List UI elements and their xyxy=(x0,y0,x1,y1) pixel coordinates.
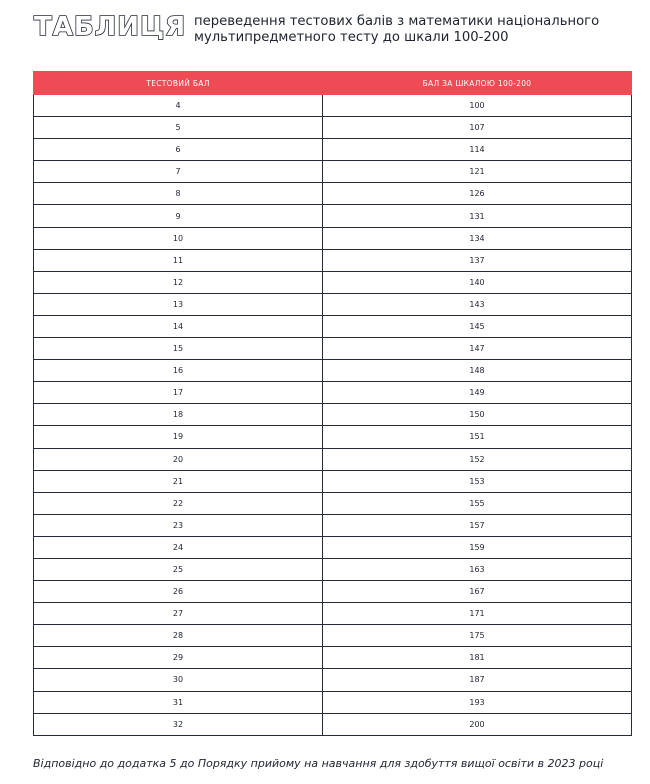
table-row xyxy=(34,117,632,139)
score-conversion-table-container xyxy=(33,71,631,736)
cell-test-score: 18 xyxy=(34,404,323,426)
cell-scaled-score: 131 xyxy=(323,205,632,227)
cell-scaled-score: 155 xyxy=(323,492,632,514)
table-row xyxy=(34,404,632,426)
cell-scaled-score: 134 xyxy=(323,227,632,249)
page-header xyxy=(34,10,634,50)
table-row xyxy=(34,492,632,514)
table-header-row xyxy=(34,72,632,95)
table-row xyxy=(34,315,632,337)
subtitle-line-2: мультипредметного тесту до шкали 100-200 xyxy=(194,30,509,45)
cell-scaled-score: 121 xyxy=(323,161,632,183)
table-row xyxy=(34,271,632,293)
table-body xyxy=(34,95,632,736)
table-row xyxy=(34,338,632,360)
score-conversion-table xyxy=(33,71,632,736)
table-row xyxy=(34,360,632,382)
table-row xyxy=(34,382,632,404)
table-row xyxy=(34,227,632,249)
cell-scaled-score: 150 xyxy=(323,404,632,426)
cell-scaled-score: 149 xyxy=(323,382,632,404)
cell-test-score: 16 xyxy=(34,360,323,382)
cell-scaled-score: 143 xyxy=(323,293,632,315)
cell-test-score: 21 xyxy=(34,470,323,492)
cell-test-score: 9 xyxy=(34,205,323,227)
cell-test-score: 15 xyxy=(34,338,323,360)
table-row xyxy=(34,647,632,669)
table-row xyxy=(34,448,632,470)
page-subtitle xyxy=(194,14,634,46)
cell-test-score: 22 xyxy=(34,492,323,514)
cell-test-score: 6 xyxy=(34,139,323,161)
table-row xyxy=(34,669,632,691)
table-row xyxy=(34,161,632,183)
cell-scaled-score: 100 xyxy=(323,95,632,117)
cell-scaled-score: 153 xyxy=(323,470,632,492)
cell-scaled-score: 147 xyxy=(323,338,632,360)
cell-test-score: 7 xyxy=(34,161,323,183)
cell-scaled-score: 159 xyxy=(323,536,632,558)
cell-scaled-score: 140 xyxy=(323,271,632,293)
table-row xyxy=(34,558,632,580)
table-row xyxy=(34,713,632,735)
cell-test-score: 25 xyxy=(34,558,323,580)
table-row xyxy=(34,691,632,713)
subtitle-line-1: переведення тестових балів з математики національного xyxy=(194,14,600,29)
cell-test-score: 20 xyxy=(34,448,323,470)
table-row xyxy=(34,514,632,536)
cell-scaled-score: 167 xyxy=(323,581,632,603)
cell-test-score: 8 xyxy=(34,183,323,205)
cell-test-score: 28 xyxy=(34,625,323,647)
cell-scaled-score: 157 xyxy=(323,514,632,536)
table-row xyxy=(34,249,632,271)
cell-test-score: 4 xyxy=(34,95,323,117)
cell-test-score: 30 xyxy=(34,669,323,691)
cell-scaled-score: 181 xyxy=(323,647,632,669)
table-row xyxy=(34,625,632,647)
cell-scaled-score: 163 xyxy=(323,558,632,580)
table-row xyxy=(34,205,632,227)
cell-test-score: 12 xyxy=(34,271,323,293)
column-header-test-score: ТЕСТОВИЙ БАЛ xyxy=(34,72,323,95)
cell-scaled-score: 137 xyxy=(323,249,632,271)
table-row xyxy=(34,536,632,558)
cell-test-score: 17 xyxy=(34,382,323,404)
cell-scaled-score: 171 xyxy=(323,603,632,625)
cell-test-score: 14 xyxy=(34,315,323,337)
footnote: Відповідно до додатка 5 до Порядку прийому на навчання для здобуття вищої освіти в 2023 році xyxy=(33,757,604,770)
page-title: ТАБЛИЦЯ xyxy=(34,12,187,42)
table-row xyxy=(34,426,632,448)
cell-test-score: 27 xyxy=(34,603,323,625)
column-header-scaled-score: БАЛ ЗА ШКАЛОЮ 100-200 xyxy=(323,72,632,95)
cell-scaled-score: 107 xyxy=(323,117,632,139)
table-row xyxy=(34,581,632,603)
cell-test-score: 32 xyxy=(34,713,323,735)
cell-scaled-score: 175 xyxy=(323,625,632,647)
table-row xyxy=(34,139,632,161)
cell-scaled-score: 151 xyxy=(323,426,632,448)
table-row xyxy=(34,293,632,315)
cell-test-score: 24 xyxy=(34,536,323,558)
cell-scaled-score: 187 xyxy=(323,669,632,691)
cell-test-score: 5 xyxy=(34,117,323,139)
cell-test-score: 26 xyxy=(34,581,323,603)
table-row xyxy=(34,603,632,625)
cell-test-score: 11 xyxy=(34,249,323,271)
cell-scaled-score: 200 xyxy=(323,713,632,735)
cell-scaled-score: 126 xyxy=(323,183,632,205)
cell-scaled-score: 145 xyxy=(323,315,632,337)
cell-scaled-score: 114 xyxy=(323,139,632,161)
cell-scaled-score: 152 xyxy=(323,448,632,470)
cell-test-score: 23 xyxy=(34,514,323,536)
cell-scaled-score: 148 xyxy=(323,360,632,382)
cell-test-score: 29 xyxy=(34,647,323,669)
table-row xyxy=(34,183,632,205)
table-row xyxy=(34,470,632,492)
cell-test-score: 10 xyxy=(34,227,323,249)
cell-test-score: 31 xyxy=(34,691,323,713)
cell-test-score: 13 xyxy=(34,293,323,315)
cell-scaled-score: 193 xyxy=(323,691,632,713)
cell-test-score: 19 xyxy=(34,426,323,448)
table-row xyxy=(34,95,632,117)
